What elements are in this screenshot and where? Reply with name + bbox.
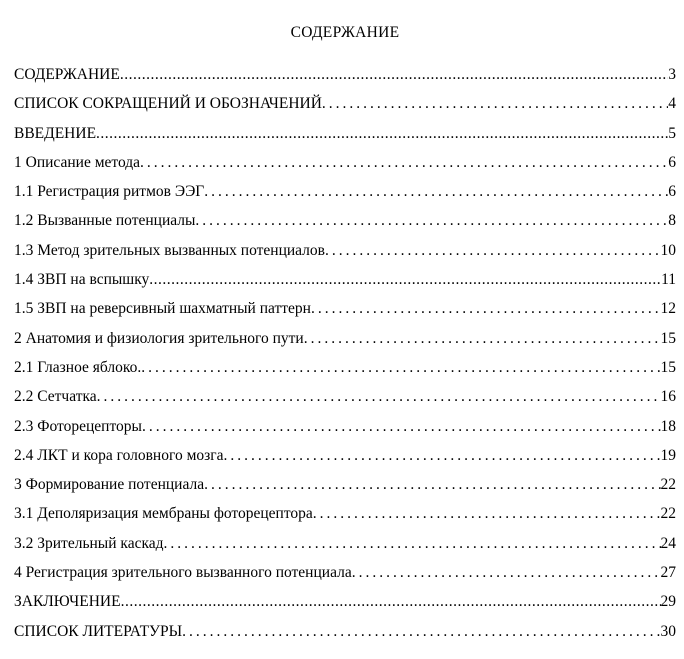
toc-entry-label: 2 Анатомия и физиология зрительного пути bbox=[14, 329, 304, 347]
toc-entry-page: 5 bbox=[668, 124, 676, 142]
toc-entry-page: 6 bbox=[668, 153, 676, 171]
toc-entry bbox=[14, 60, 676, 89]
toc-entry bbox=[14, 294, 676, 323]
toc-entry-label: 1 Описание метода bbox=[14, 153, 141, 171]
dot-leader bbox=[97, 382, 661, 411]
toc-entry-page: 12 bbox=[660, 300, 676, 318]
dot-leader bbox=[96, 119, 668, 148]
toc-entry bbox=[14, 470, 676, 499]
toc-entry bbox=[14, 177, 676, 206]
toc-entry-label: СПИСОК ЛИТЕРАТУРЫ bbox=[14, 622, 183, 640]
toc-entry-page: 29 bbox=[660, 593, 676, 611]
toc-entry-label: ВВЕДЕНИЕ bbox=[14, 124, 97, 142]
toc-entry-label: 2.2 Сетчатка bbox=[14, 388, 97, 406]
toc-entry bbox=[14, 558, 676, 587]
toc-entry-page: 11 bbox=[661, 271, 676, 289]
toc-entry-label: 3 Формирование потенциала bbox=[14, 476, 205, 494]
toc-entry bbox=[14, 324, 676, 353]
dot-leader bbox=[164, 529, 661, 558]
toc-entry-label: 3.2 Зрительный каскад bbox=[14, 534, 164, 552]
toc-entry-label: СПИСОК СОКРАЩЕНИЙ И ОБОЗНАЧЕНИЙ bbox=[14, 95, 322, 113]
toc-entry bbox=[14, 441, 676, 470]
toc-entry-label: 2.4 ЛКТ и кора головного мозга bbox=[14, 446, 224, 464]
dot-leader bbox=[120, 60, 668, 89]
toc-entry bbox=[14, 412, 676, 441]
toc-entry-label: 4 Регистрация зрительного вызванного потенциала bbox=[14, 564, 352, 582]
dot-leader bbox=[149, 265, 661, 294]
toc-entry bbox=[14, 89, 676, 118]
toc-entry-label: 1.5 ЗВП на реверсивный шахматный паттерн bbox=[14, 300, 311, 318]
toc-entry-page: 22 bbox=[660, 505, 676, 523]
dot-leader bbox=[322, 89, 668, 118]
toc-entry-label: 2.3 Фоторецепторы bbox=[14, 417, 142, 435]
toc-entry bbox=[14, 529, 676, 558]
toc-entry-label: СОДЕРЖАНИЕ bbox=[14, 66, 120, 83]
toc-entry-page: 27 bbox=[660, 564, 676, 582]
toc-entry bbox=[14, 587, 676, 616]
dot-leader bbox=[313, 499, 661, 528]
toc-list bbox=[14, 60, 676, 646]
dot-leader bbox=[140, 148, 668, 177]
toc-entry-page: 18 bbox=[660, 417, 676, 435]
dot-leader bbox=[141, 353, 660, 382]
toc-entry-page: 30 bbox=[660, 622, 676, 640]
toc-entry bbox=[14, 148, 676, 177]
toc-entry-page: 8 bbox=[668, 212, 676, 230]
toc-entry-page: 16 bbox=[660, 388, 676, 406]
toc-entry-label: 2.1 Глазное яблоко. bbox=[14, 358, 142, 376]
toc-entry-page: 19 bbox=[660, 446, 676, 464]
toc-entry-page: 15 bbox=[660, 329, 676, 347]
toc-entry-page: 15 bbox=[660, 358, 676, 376]
dot-leader bbox=[304, 324, 661, 353]
toc-entry-label: 1.1 Регистрация ритмов ЭЭГ bbox=[14, 183, 205, 201]
toc-entry-page: 24 bbox=[660, 534, 676, 552]
toc-entry-label: 3.1 Деполяризация мембраны фоторецептора bbox=[14, 505, 313, 523]
toc-entry-label: 1.4 ЗВП на вспышку bbox=[14, 271, 150, 289]
dot-leader bbox=[182, 617, 660, 646]
dot-leader bbox=[311, 294, 661, 323]
toc-entry bbox=[14, 353, 676, 382]
toc-entry-label: 1.2 Вызванные потенциалы bbox=[14, 212, 196, 230]
toc-entry bbox=[14, 236, 676, 265]
dot-leader bbox=[121, 587, 661, 616]
toc-entry bbox=[14, 206, 676, 235]
dot-leader bbox=[142, 412, 661, 441]
dot-leader bbox=[195, 206, 668, 235]
dot-leader bbox=[204, 470, 660, 499]
toc-entry-page: 4 bbox=[668, 95, 676, 113]
toc-entry-page: 22 bbox=[660, 476, 676, 494]
toc-entry bbox=[14, 119, 676, 148]
dot-leader bbox=[224, 441, 661, 470]
page-title: СОДЕРЖАНИЕ bbox=[290, 24, 400, 41]
toc-entry-page: 6 bbox=[668, 183, 676, 201]
toc-entry-page: 3 bbox=[668, 66, 676, 83]
toc-entry-page: 10 bbox=[660, 241, 676, 259]
dot-leader bbox=[325, 236, 661, 265]
toc-entry bbox=[14, 499, 676, 528]
toc-entry-label: 1.3 Метод зрительных вызванных потенциалов bbox=[14, 241, 325, 259]
dot-leader bbox=[204, 177, 668, 206]
toc-entry bbox=[14, 617, 676, 646]
toc-entry bbox=[14, 382, 676, 411]
toc-entry-label: ЗАКЛЮЧЕНИЕ bbox=[14, 593, 121, 611]
toc-entry bbox=[14, 265, 676, 294]
dot-leader bbox=[352, 558, 661, 587]
